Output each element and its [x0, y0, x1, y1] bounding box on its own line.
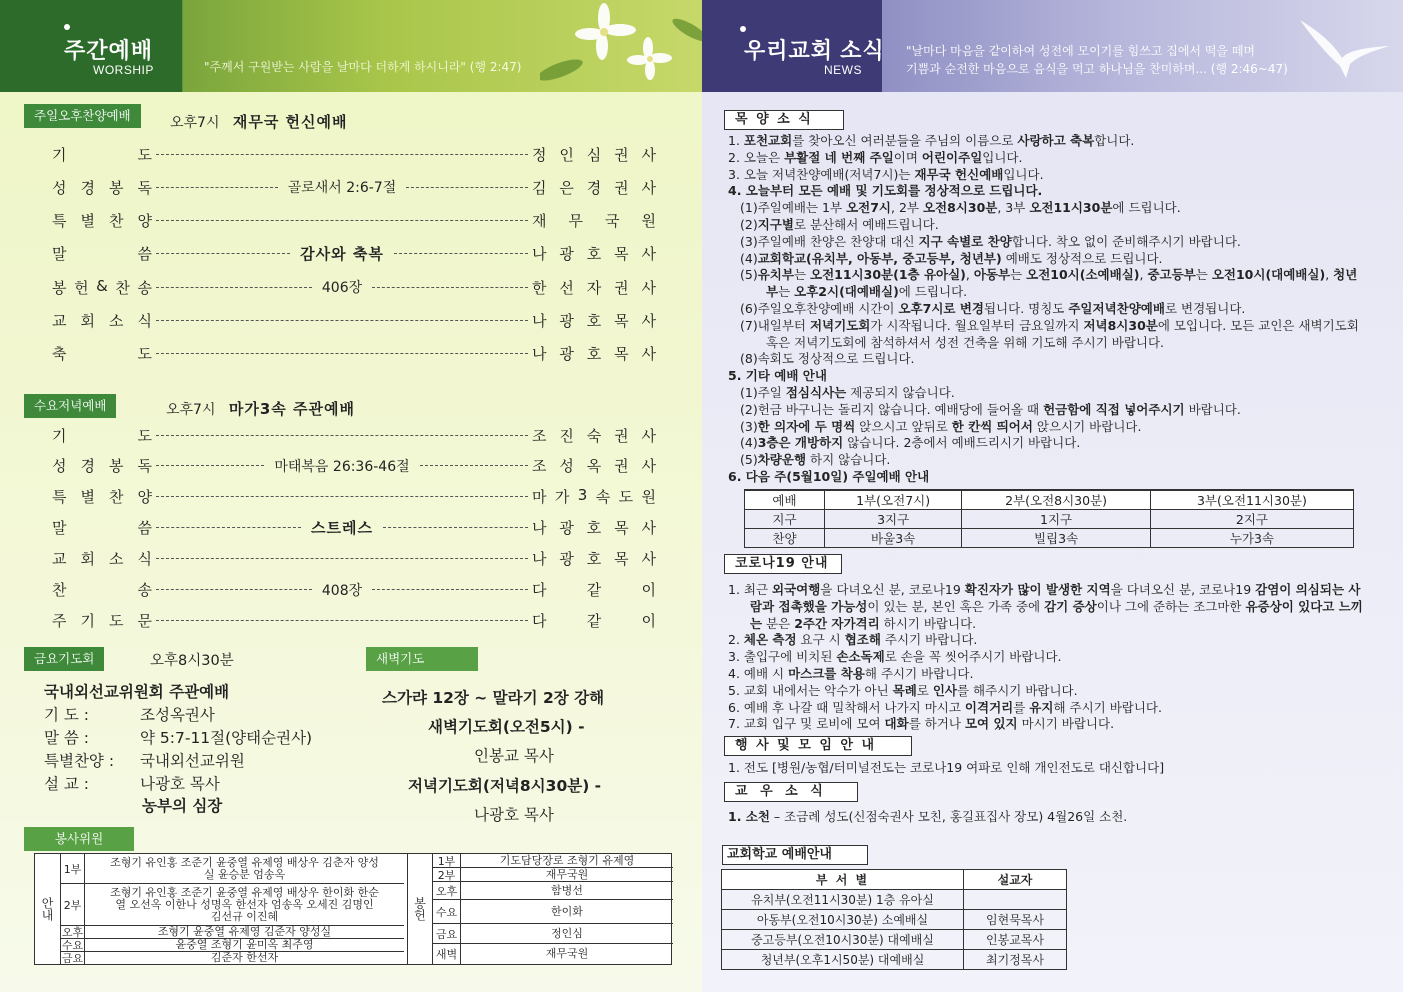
- leader-line: [156, 527, 301, 528]
- volunteer-row: [61, 939, 404, 952]
- news-item: 5. 기타 예배 안내: [728, 368, 827, 384]
- news-subtitle: NEWS: [824, 63, 862, 77]
- order-row: [52, 144, 656, 164]
- volunteer-names: 정인심: [551, 926, 583, 940]
- order-label: 교 회 소 식: [52, 312, 152, 330]
- order-label: 성 경 봉 독: [52, 178, 152, 197]
- news-subitem: (5)유치부는 오전11시30분(1층 유아실), 아동부는 오전10시(소예배실), 중고등부는 오전10시(대예배실), 청년부는 오후2시(대예배실)에 드립니다.: [740, 267, 1358, 300]
- order-detail: 감사와 축복: [300, 245, 384, 264]
- volunteer-row: [433, 924, 673, 944]
- volunteer-slot: 새벽: [433, 944, 461, 964]
- wednesday-time: 오후7시: [166, 402, 216, 418]
- volunteer-names: 조형기 윤중열 유제영 김준자 양성실: [157, 926, 332, 938]
- table-cell: 2지구: [1150, 510, 1353, 529]
- order-person: 나 광 호 목 사: [532, 519, 656, 538]
- dawn-tag: 새벽기도: [366, 647, 478, 671]
- news-item: 4. 오늘부터 모든 예배 및 기도회를 정상적으로 드립니다.: [728, 183, 1043, 199]
- news-item: 5. 교회 내에서는 악수가 아닌 목례로 인사를 해주시기 바랍니다.: [728, 682, 1078, 698]
- volunteer-row: [433, 882, 673, 900]
- sunday-service-heading: [170, 111, 348, 132]
- dawn-morning-pastor: 인봉교 목사: [474, 747, 554, 765]
- news-verse-line2: 기쁨과 순전한 마음으로 음식을 먹고 하나님을 찬미하며... (행 2:46~47): [906, 62, 1288, 76]
- table-row: [722, 950, 1067, 970]
- order-row: [52, 487, 656, 507]
- order-row: [52, 425, 656, 445]
- order-person: 재 무 국 원: [532, 212, 656, 231]
- volunteer-names: 한이화: [551, 904, 583, 918]
- news-item: 3. 출입구에 비치된 손소독제로 손을 꼭 씻어주시기 바랍니다.: [728, 649, 1062, 665]
- news-subitem: (4)교회학교(유치부, 아동부, 중고등부, 청년부) 예배도 정상적으로 드립니다.: [740, 250, 1163, 266]
- volunteer-row: [61, 926, 404, 939]
- volunteer-names: 김준자 한선자: [210, 952, 279, 964]
- volunteer-slot: 수요: [61, 939, 84, 952]
- table-cell: 빌립3속: [962, 529, 1151, 548]
- friday-line-label: 특별찬양 :: [44, 752, 115, 770]
- volunteer-slot: 금요: [433, 924, 461, 943]
- news-subitem: (1)주일예배는 1부 오전7시, 2부 오전8시30분, 3부 오전11시30분에 드립니다.: [740, 200, 1181, 216]
- order-person: 나 광 호 목 사: [532, 245, 656, 264]
- table-row: [745, 529, 1354, 548]
- sunday-service-name: 재무국 헌신예배: [232, 113, 348, 131]
- dawn-evening: 저녁기도회(저녁8시30분) -: [408, 777, 602, 795]
- friday-line: [44, 749, 245, 771]
- next-week-table: [744, 489, 1354, 548]
- dawn-reading: 스가랴 12장 ~ 말라기 2장 강해: [382, 689, 605, 707]
- order-row: [52, 211, 656, 231]
- order-person: 조 성 옥 권 사: [532, 457, 657, 476]
- table-header: 설교자: [964, 870, 1067, 890]
- news-item: 4. 예배 시 마스크를 착용해 주시기 바랍니다.: [728, 665, 974, 681]
- news-header: [702, 0, 1403, 92]
- volunteer-names: 조형기 유인홍 조준기 윤중열 유제영 배상우 김춘자 양성실 윤승분 엄송옥: [110, 855, 379, 881]
- order-detail: 408장: [321, 582, 363, 599]
- members-item: 1. 소천 – 조금례 성도(신점숙권사 모친, 홍길표집사 장모) 4월26일 소천.: [728, 809, 1128, 824]
- table-cell: 1지구: [962, 510, 1151, 529]
- volunteers-tag: 봉사위원: [24, 827, 134, 851]
- order-person: 정 인 심 권 사: [532, 145, 656, 164]
- volunteer-row: [433, 868, 673, 882]
- leader-line: [383, 527, 528, 528]
- volunteer-slot: 수요: [433, 900, 461, 923]
- volunteer-slot: 1부: [61, 854, 85, 883]
- school-table: [721, 869, 1067, 970]
- leader-line: [156, 435, 528, 436]
- table-cell: 유치부(오전11시30분) 1층 유아실: [722, 890, 964, 910]
- news-title: 우리교회 소식: [744, 38, 885, 63]
- guide-label: 안내: [35, 854, 61, 964]
- offering-table: [433, 854, 673, 964]
- friday-line-label: 말 씀 :: [44, 729, 90, 747]
- news-verse-line1: "날마다 마음을 같이하여 성전에 모이기를 힘쓰고 집에서 떡을 떼며: [906, 44, 1256, 58]
- order-person: 마 가 3 속 도 원: [532, 486, 656, 507]
- table-cell: [964, 890, 1067, 910]
- dot-icon: [64, 24, 70, 30]
- dawn-morning: 새벽기도회(오전5시) -: [428, 718, 585, 736]
- table-cell: 임현묵목사: [964, 910, 1067, 930]
- table-row: [722, 930, 1067, 950]
- order-detail: 406장: [321, 280, 363, 297]
- sunday-time: 오후7시: [170, 115, 220, 131]
- order-label: 특 별 찬 양: [52, 212, 152, 231]
- worship-title: 주간예배: [64, 38, 154, 63]
- news-subitem: (4)3층은 개방하지 않습니다. 2층에서 예배드리시기 바랍니다.: [740, 435, 1081, 451]
- table-cell: 누가3속: [1150, 529, 1353, 548]
- pastoral-news: [728, 133, 1368, 486]
- news-item: 2. 오늘은 부활절 네 번째 주일이며 어린이주일입니다.: [728, 149, 1023, 165]
- order-row: [52, 610, 656, 630]
- table-cell: 바울3속: [825, 529, 962, 548]
- table-row: [722, 890, 1067, 910]
- friday-line-value: 약 5:7-11절(양태순권사): [140, 729, 313, 747]
- table-cell: 지구: [745, 510, 825, 529]
- leader-line: [420, 465, 528, 466]
- order-label: 기 도: [52, 145, 152, 164]
- news-subitem: (3)한 의자에 두 명씩 앉으시고 앞뒤로 한 칸씩 띄어서 앉으시기 바랍니다.: [740, 418, 1142, 434]
- order-detail: 스트레스: [311, 519, 373, 538]
- volunteer-names: 윤중열 조형기 윤미옥 최주영: [175, 939, 314, 951]
- leader-line: [156, 589, 312, 590]
- order-row: [52, 344, 656, 364]
- table-cell: 3지구: [825, 510, 962, 529]
- table-cell: 인봉교목사: [964, 930, 1067, 950]
- volunteer-names: 기도담당장로 조형기 유제영: [499, 854, 635, 867]
- order-label: 찬 송: [52, 581, 152, 599]
- table-cell: 찬양: [745, 529, 825, 548]
- volunteer-names: 재무국원: [545, 868, 589, 881]
- order-row: [52, 549, 656, 569]
- friday-title: 국내외선교위원회 주관예배: [44, 683, 230, 701]
- table-header: 3부(오전11시30분): [1150, 490, 1353, 510]
- leader-line: [372, 287, 528, 288]
- table-cell: 최기정목사: [964, 950, 1067, 970]
- pastoral-title: 목 양 소 식: [724, 110, 844, 130]
- friday-line: [44, 703, 215, 725]
- news-item: 3. 오늘 저녁찬양예배(저녁7시)는 재무국 헌신예배입니다.: [728, 166, 1044, 182]
- leader-line: [156, 154, 528, 155]
- order-person: 다 같 이: [532, 611, 656, 630]
- volunteer-names: 조형기 유인홍 조준기 윤중열 유제영 배상우 한이화 한순열 오선옥 이한나 성명옥 한선자 엄송옥 오세진 김명인 김선규 이진혜: [110, 885, 379, 923]
- volunteer-slot: 오후: [61, 926, 84, 939]
- friday-line-value: 조성옥권사: [140, 706, 215, 724]
- news-subitem: (2)지구별로 분산해서 예배드립니다.: [740, 216, 939, 232]
- order-row: [52, 311, 656, 331]
- wednesday-service-heading: [166, 398, 355, 419]
- table-row: [722, 910, 1067, 930]
- volunteer-slot: 2부: [61, 884, 85, 925]
- news-item: 1. 포천교회를 찾아오신 여러분들을 주님의 이름으로 사랑하고 축복합니다.: [728, 133, 1135, 148]
- volunteer-slot: 2부: [433, 868, 461, 881]
- guide-table: [61, 854, 404, 964]
- volunteer-row: [433, 944, 673, 964]
- dove-icon: [1290, 8, 1400, 88]
- corona-title: 코로나19 안내: [724, 554, 842, 574]
- friday-line-label: 설 교 :: [44, 775, 90, 793]
- news-subitem: (7)내일부터 저녁기도회가 시작됩니다. 월요일부터 금요일까지 저녁8시30분에 모입니다. 모든 교인은 새벽기도회 혹은 저녁기도회에 참석하셔서 성전 건축을 위해 기도해 주시기 바랍니다.: [740, 317, 1359, 350]
- table-header: 2부(오전8시30분): [962, 490, 1151, 510]
- order-person: 김 은 경 권 사: [532, 178, 656, 197]
- worship-subtitle: WORSHIP: [93, 63, 154, 77]
- order-row: [52, 177, 656, 197]
- friday-tag: 금요기도회: [24, 647, 104, 671]
- leader-line: [156, 220, 528, 221]
- news-item: 2. 체온 측정 요구 시 협조해 주시기 바랍니다.: [728, 632, 978, 648]
- flower-icon: [540, 0, 702, 92]
- volunteer-row: [433, 900, 673, 924]
- order-person: 한 선 자 권 사: [532, 278, 656, 297]
- order-label: 봉 헌 & 찬 송: [52, 276, 152, 297]
- order-row: [52, 244, 656, 264]
- events-item: 1. 전도 [병원/농협/터미널전도는 코로나19 여파로 인해 개인전도로 대신합니다]: [728, 760, 1165, 775]
- friday-line-value: 나광호 목사: [140, 775, 220, 793]
- wednesday-service-name: 마가3속 주관예배: [228, 400, 355, 418]
- order-person: 나 광 호 목 사: [532, 312, 656, 330]
- worship-header: [0, 0, 702, 92]
- leader-line: [372, 589, 528, 590]
- order-row: [52, 456, 656, 476]
- volunteer-row: [433, 854, 673, 868]
- table-row: [745, 510, 1354, 529]
- leader-line: [156, 320, 528, 321]
- volunteer-slot: 금요: [61, 952, 84, 965]
- order-label: 기 도: [52, 426, 152, 445]
- friday-line: [44, 726, 312, 748]
- table-header: 1부(오전7시): [825, 490, 962, 510]
- dawn-evening-pastor: 나광호 목사: [474, 806, 554, 824]
- worship-verse: "주께서 구원받는 사람을 날마다 더하게 하시니라" (행 2:47): [204, 60, 522, 74]
- table-header: 부 서 별: [722, 870, 964, 890]
- leader-line: [156, 558, 528, 559]
- leader-line: [156, 287, 312, 288]
- school-title: 교회학교 예배안내: [722, 845, 868, 865]
- news-subitem: (6)주일오후찬양예배 시간이 오후7시로 변경됩니다. 명칭도 주일저녁찬양예배로 변경됩니다.: [740, 300, 1246, 316]
- news-page: [702, 0, 1403, 992]
- dot-icon: [740, 26, 746, 32]
- order-person: 나 광 호 목 사: [532, 550, 656, 569]
- leader-line: [156, 496, 528, 497]
- order-detail: 마태복음 26:36-46절: [274, 458, 410, 475]
- leader-line: [156, 620, 528, 621]
- order-label: 주 기 도 문: [52, 611, 152, 630]
- news-subitem: (8)속회도 정상적으로 드립니다.: [740, 351, 915, 367]
- news-item: 7. 교회 입구 및 로비에 모여 대화를 하거나 모여 있지 마시기 바랍니다.: [728, 716, 1115, 732]
- order-label: 말 씀: [52, 519, 152, 538]
- table-header: 예배: [745, 490, 825, 510]
- news-item: 1. 최근 외국여행을 다녀오신 분, 코로나19 확진자가 많이 발생한 지역을 다녀오신 분, 코로나19 감염이 의심되는 사람과 접촉했을 가능성이 있는 분, 본인 혹은 가족 중에 감기 증상이나 그에 준하는 조그마한 유증상이 있다고 느끼는 분은 2주간 자가격리 하시기 바랍니다.: [728, 582, 1363, 631]
- leader-line: [156, 465, 264, 466]
- news-item: 6. 다음 주(5월10일) 주일예배 안내: [728, 468, 930, 484]
- leader-line: [394, 253, 528, 254]
- news-subitem: (5)차량운행 하지 않습니다.: [740, 452, 891, 468]
- order-person: 다 같 이: [532, 581, 656, 599]
- table-cell: 아동부(오전10시30분) 소예배실: [722, 910, 964, 930]
- leader-line: [156, 187, 278, 188]
- volunteer-row: [61, 952, 404, 964]
- order-label: 교 회 소 식: [52, 550, 152, 569]
- news-subitem: (2)헌금 바구니는 돌리지 않습니다. 예배당에 들어올 때 헌금함에 직접 넣어주시기 바랍니다.: [740, 401, 1241, 417]
- offering-label: 봉헌: [407, 854, 433, 964]
- friday-time: 오후8시30분: [150, 653, 234, 669]
- friday-sermon: 농부의 심장: [142, 797, 223, 815]
- friday-line-label: 기 도 :: [44, 706, 90, 724]
- order-label: 성 경 봉 독: [52, 457, 152, 476]
- leader-line: [156, 353, 528, 354]
- order-row: [52, 277, 656, 297]
- wednesday-service-tag: 수요저녁예배: [24, 394, 116, 418]
- news-subitem: (3)주일예배 찬양은 찬양대 대신 지구 속별로 찬양합니다. 착오 없이 준비해주시기 바랍니다.: [740, 233, 1241, 249]
- corona-news: [728, 582, 1368, 733]
- events-title: 행 사 및 모 임 안 내: [724, 736, 912, 756]
- order-row: [52, 518, 656, 538]
- volunteer-names: 함병선: [551, 883, 583, 897]
- news-subitem: (1)주일 점심식사는 제공되지 않습니다.: [740, 384, 955, 400]
- order-label: 말 씀: [52, 245, 152, 264]
- volunteer-row: [61, 854, 404, 884]
- order-detail: 골로새서 2:6-7절: [287, 180, 397, 197]
- leader-line: [406, 187, 528, 188]
- members-title: 교 우 소 식: [724, 782, 858, 802]
- news-item: 6. 예배 후 나갈 때 밀착해서 나가지 마시고 이격거리를 유지해 주시기 바랍니다.: [728, 699, 1162, 715]
- table-cell: 중고등부(오전10시30분) 대예배실: [722, 930, 964, 950]
- order-label: 특 별 찬 양: [52, 488, 152, 507]
- friday-line: [44, 772, 220, 794]
- order-person: 나 광 호 목 사: [532, 345, 656, 364]
- volunteer-slot: 1부: [433, 854, 461, 867]
- order-row: [52, 580, 656, 600]
- volunteer-row: [61, 884, 404, 926]
- volunteers-box: [34, 853, 672, 965]
- volunteer-names: 재무국원: [545, 947, 589, 960]
- order-person: 조 진 숙 권 사: [532, 426, 656, 445]
- order-label: 축 도: [52, 345, 152, 364]
- sunday-service-tag: 주일오후찬양예배: [24, 104, 141, 128]
- friday-line-value: 국내외선교위원: [140, 752, 245, 770]
- table-cell: 청년부(오후1시50분) 대예배실: [722, 950, 964, 970]
- leader-line: [156, 253, 290, 254]
- volunteer-slot: 오후: [433, 882, 461, 899]
